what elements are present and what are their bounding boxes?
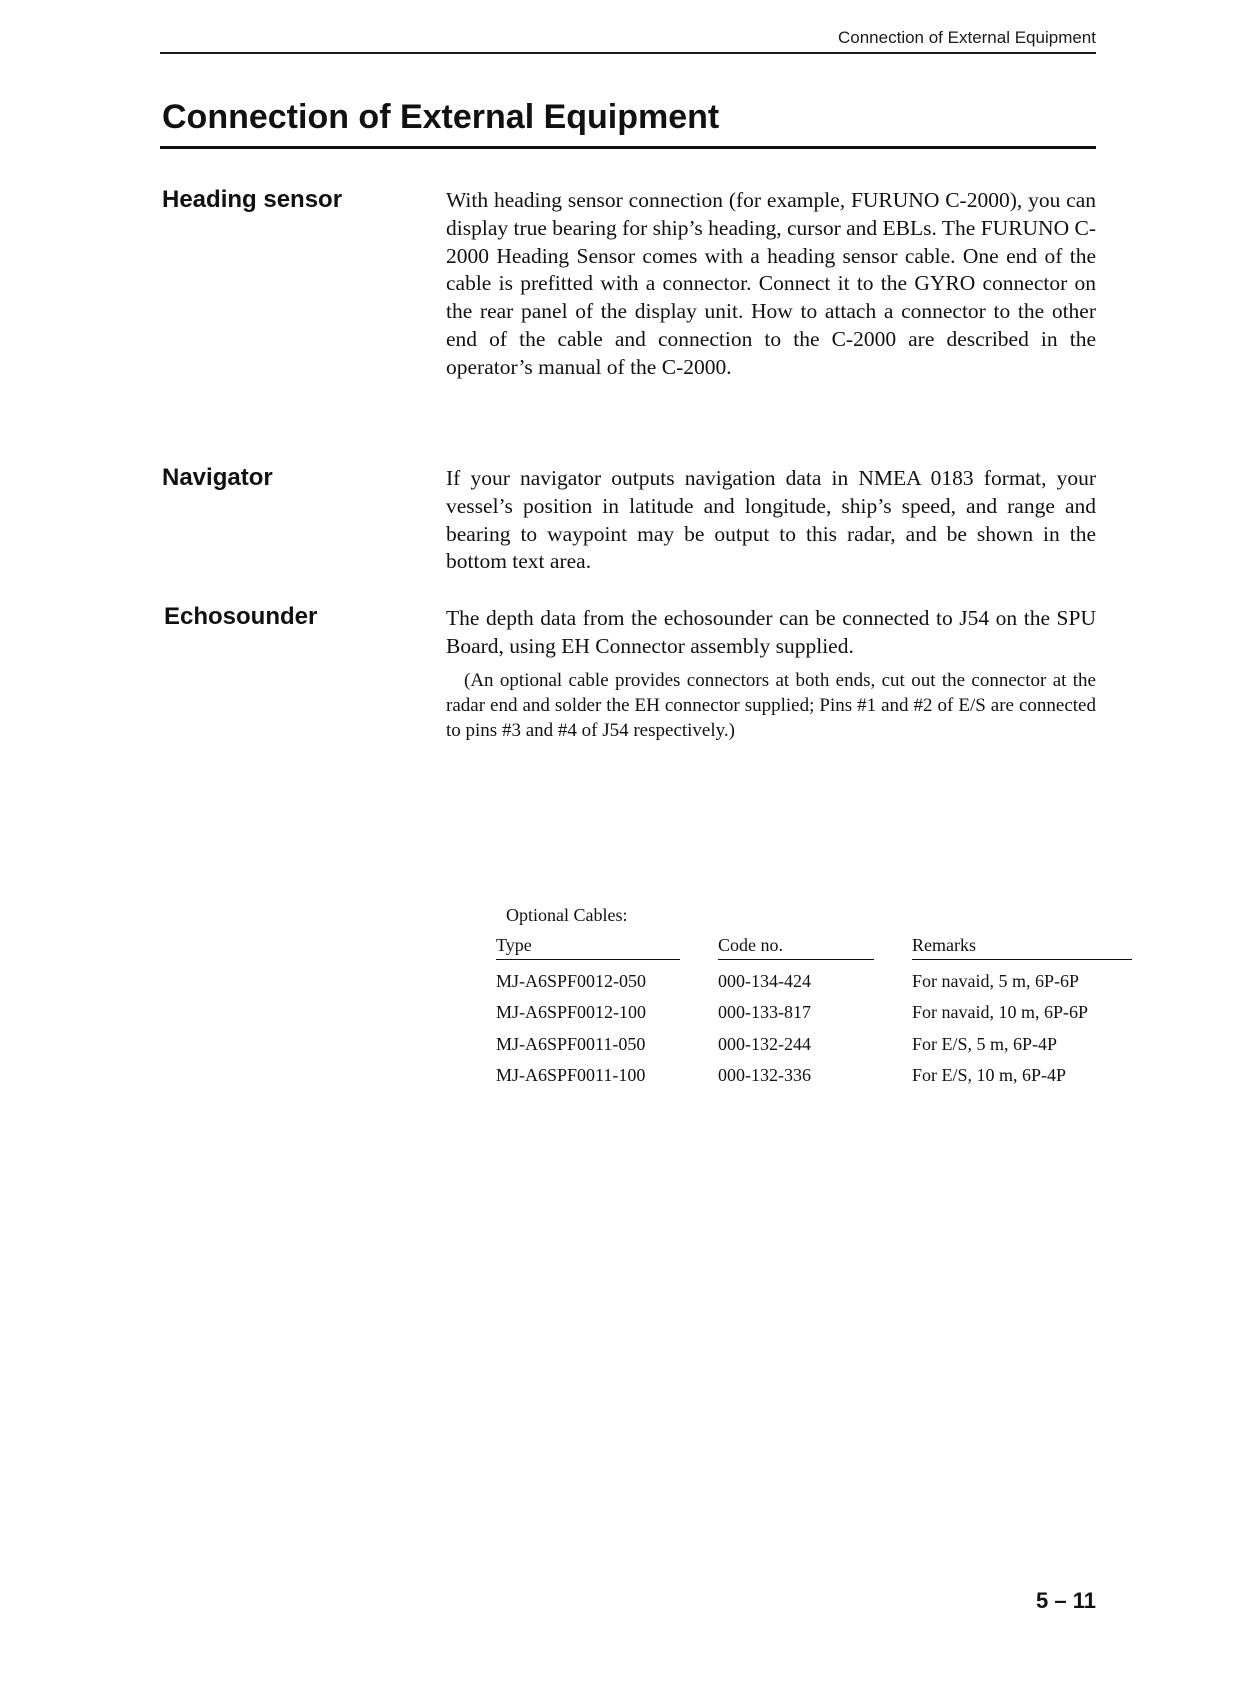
page-title: Connection of External Equipment [162, 98, 720, 136]
section-body-navigator: If your navigator outputs navigation data in NMEA 0183 format, your vessel’s position in latitude and longitude, ship’s speed, and range and bearing to waypoint may be output to this radar, and be shown in the bottom text area. [446, 466, 1096, 574]
column-header-remarks: Remarks [912, 933, 1132, 960]
cables-header-row [496, 933, 1132, 960]
table-row [496, 1023, 1132, 1055]
section-body-heading-sensor: With heading sensor connection (for example, FURUNO C-2000), you can display true bearing for ship’s heading, cursor and EBLs. The FURUNO C-2000 Heading Sensor comes with a heading sensor cable. One end of the cable is prefitted with a connector. Connect it to the GYRO connector on the rear panel of the display unit. How to attach a connector to the other end of the cable and connection to the C-2000 are described in the operator’s manual of the C-2000. [446, 188, 1096, 379]
cell-code: 000-134-424 [718, 970, 811, 991]
table-row [496, 992, 1132, 1024]
cell-remarks: For navaid, 10 m, 6P-6P [912, 1002, 1089, 1022]
table-row [496, 1055, 1132, 1087]
section-body-echosounder: The depth data from the echosounder can be connected to J54 on the SPU Board, using EH Connector assembly supplied. [446, 606, 1096, 658]
section-heading-heading-sensor: Heading sensor [162, 186, 343, 213]
section-note-echosounder: (An optional cable provides connectors at both ends, cut out the connector at the radar end and solder the EH connector supplied; Pins #1 and #2 of E/S are connected to pins #3 and #4 of J54 respectively.) [446, 670, 1096, 741]
cell-code: 000-132-336 [718, 1065, 811, 1085]
page-number: 5 – 11 [1036, 1588, 1096, 1613]
title-rule [160, 146, 1096, 149]
cell-remarks: For navaid, 5 m, 6P-6P [912, 970, 1080, 991]
section-heading-echosounder: Echosounder [164, 603, 318, 630]
cell-code: 000-132-244 [718, 1033, 811, 1054]
cell-type: MJ-A6SPF0012-100 [496, 1002, 647, 1022]
column-header-code: Code no. [718, 933, 874, 960]
cables-table [496, 933, 1132, 1086]
column-gap [874, 933, 912, 960]
cell-remarks: For E/S, 10 m, 6P-4P [912, 1065, 1067, 1085]
cell-type: MJ-A6SPF0011-050 [496, 1033, 646, 1054]
column-gap [680, 933, 718, 960]
column-header-type: Type [496, 933, 680, 960]
cell-type: MJ-A6SPF0012-050 [496, 970, 647, 991]
section-heading-navigator: Navigator [162, 464, 273, 491]
cell-type: MJ-A6SPF0011-100 [496, 1065, 646, 1085]
cell-code: 000-133-817 [718, 1002, 811, 1022]
cell-remarks: For E/S, 5 m, 6P-4P [912, 1033, 1058, 1054]
header-rule [160, 52, 1096, 54]
table-row [496, 960, 1132, 992]
cables-caption: Optional Cables: [506, 905, 628, 925]
running-header: Connection of External Equipment [838, 28, 1096, 47]
